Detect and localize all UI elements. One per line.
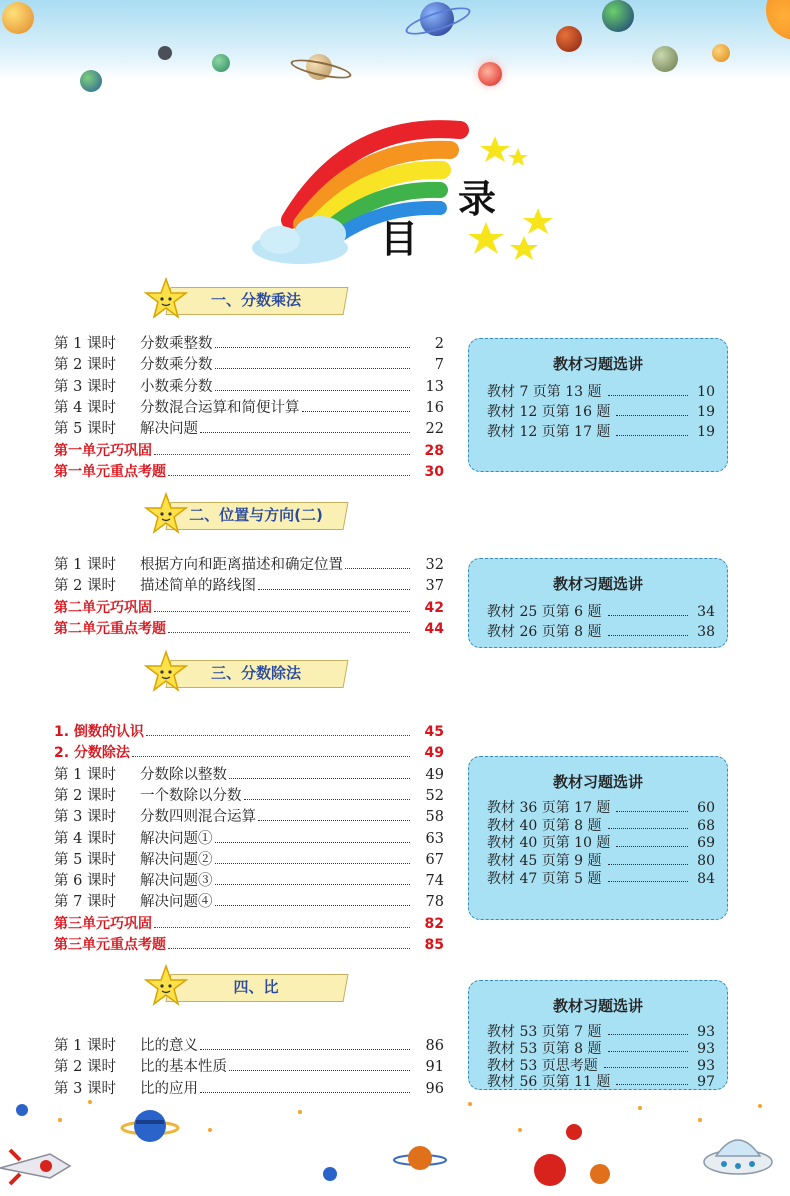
lesson-title: 分数乘分数 [140,357,213,374]
exercise-row [487,1041,715,1058]
leader-dots [616,835,688,847]
leader-dots [258,807,410,821]
leader-dots [608,382,688,396]
leader-dots [608,1024,688,1035]
exercise-row [487,853,715,871]
page-number: 49 [424,745,444,762]
planet-icon [712,44,730,62]
leader-dots [244,786,411,800]
lesson-number: 第 1 课时 [54,766,116,783]
space-footer [0,1090,790,1192]
leader-dots [215,334,411,348]
page-number: 96 [425,1080,444,1097]
lesson-title: 比的意义 [140,1038,198,1054]
toc-row [54,829,444,849]
lesson-number: 第 2 课时 [54,357,116,374]
exercise-row [487,818,715,836]
exercise-ref: 教材 7 页第 13 题 [487,384,602,400]
toc-row [54,892,444,912]
earth-icon [602,0,634,32]
planet-icon [2,2,34,34]
page-number: 91 [425,1059,444,1076]
lesson-title: 比的应用 [140,1080,198,1097]
exercise-ref: 教材 36 页第 17 题 [487,800,611,816]
exercise-row [487,402,715,422]
exercise-row [487,1024,715,1041]
leader-dots [258,576,410,590]
page-number: 28 [424,442,444,459]
page-number: 74 [425,873,444,890]
leader-dots [168,935,410,949]
planet-icon [556,26,582,52]
lesson-title: 小数乘分数 [140,378,213,395]
leader-dots [215,377,411,391]
toc-row [54,786,444,806]
star-icon [144,492,188,536]
page-number: 58 [425,809,444,826]
exercise-ref: 教材 40 页第 8 题 [487,817,602,834]
section-heading: 四、比 [233,978,279,996]
lesson-number: 第 4 课时 [54,399,116,416]
lesson-title: 第三单元巧巩固 [54,915,152,932]
lesson-title: 分数混合运算和简便计算 [140,399,300,416]
planet-icon [212,54,230,72]
exercise-box-title: 教材习题选讲 [552,355,643,373]
toc-row [54,871,444,891]
exercise-row [487,382,715,402]
page-number: 67 [425,851,444,868]
leader-dots [608,818,688,830]
star-icon [144,964,188,1008]
page-number: 80 [697,853,715,870]
leader-dots [154,441,410,455]
exercise-ref: 教材 40 页第 10 题 [487,835,611,852]
lesson-number: 第 5 课时 [54,851,116,868]
lesson-number: 第 5 课时 [54,421,116,438]
toc-row [54,850,444,870]
page-number: 85 [424,937,444,953]
exercise-ref: 教材 45 页第 9 题 [487,853,602,870]
page-number: 78 [425,894,444,911]
lesson-title: 第一单元重点考题 [54,463,166,480]
lesson-title: 解决问题④ [140,894,213,911]
section-heading: 二、位置与方向(二) [189,506,323,524]
leader-dots [616,422,688,436]
exercise-row [487,602,715,622]
page-number: 34 [697,604,715,620]
lesson-title: 解决问题③ [140,873,213,890]
exercise-ref: 教材 26 页第 8 题 [487,624,602,640]
lesson-title: 第二单元重点考题 [54,620,166,637]
star-icon [144,277,188,321]
lesson-title: 第一单元巧巩固 [54,442,152,459]
exercise-box-title: 教材习题选讲 [552,773,643,791]
lesson-title: 解决问题② [140,851,213,868]
page-number: 30 [424,463,444,480]
leader-dots [215,850,411,864]
exercise-row [487,422,715,442]
title-char-lu: 录 [458,177,497,221]
exercise-ref: 教材 25 页第 6 题 [487,604,602,620]
exercise-ref: 教材 56 页第 11 题 [487,1074,611,1091]
page-number: 16 [425,399,444,416]
toc-row [54,722,444,742]
leader-dots [154,598,410,612]
exercise-list [469,800,727,888]
title-area [240,110,560,270]
page-number: 93 [697,1040,715,1057]
lesson-title: 第二单元巧巩固 [54,599,152,616]
page-number: 86 [425,1038,444,1054]
page-number: 19 [697,424,715,440]
toc-row [54,743,444,763]
toc-row [54,914,444,934]
lesson-number: 第 2 课时 [54,1059,116,1076]
page-number: 84 [697,870,715,887]
page-number: 32 [425,557,444,573]
toc-row [54,807,444,827]
toc-row [54,355,444,375]
star-icon [144,650,188,694]
page-number: 42 [424,599,444,616]
exercise-box-title: 教材习题选讲 [552,997,643,1015]
section-banner-2 [150,498,360,532]
exercise-ref: 教材 12 页第 17 题 [487,424,611,440]
exercise-box-title: 教材习题选讲 [552,575,643,593]
exercise-list [469,602,727,642]
leader-dots [215,871,411,885]
sky-header [0,0,790,80]
planet-icon [80,70,102,92]
toc-row [54,619,444,639]
exercise-ref: 教材 47 页第 5 题 [487,870,602,887]
page-number: 93 [697,1024,715,1040]
leader-dots [229,765,410,779]
leader-dots [345,555,410,569]
exercise-row [487,800,715,818]
section-banner-3 [150,656,360,690]
exercise-box-4 [468,980,728,1090]
sun-icon [766,0,790,40]
page-number: 97 [697,1074,715,1091]
page-number: 10 [697,384,715,400]
leader-dots [146,722,410,736]
section-heading: 一、分数乘法 [210,291,301,309]
page-number: 69 [697,835,715,852]
toc-row [54,334,444,354]
toc-row [54,1036,444,1056]
leader-dots [168,619,410,633]
toc-row [54,598,444,618]
leader-dots [215,829,411,843]
leader-dots [608,853,688,865]
toc-row [54,462,444,482]
leader-dots [132,743,410,757]
toc-row [54,419,444,439]
lesson-number: 第 2 课时 [54,787,116,804]
exercise-box-1 [468,338,728,472]
toc-row [54,398,444,418]
exercise-box-2 [468,558,728,648]
toc-row [54,765,444,785]
page-number: 2 [434,336,444,352]
lesson-title: 分数除以整数 [140,766,227,783]
page-number: 38 [697,624,715,640]
lesson-title: 分数乘整数 [140,336,213,352]
toc-row [54,1057,444,1077]
exercise-row [487,622,715,642]
lesson-title: 根据方向和距离描述和确定位置 [140,557,343,573]
page-number: 19 [697,404,715,420]
page-number: 49 [425,766,444,783]
leader-dots [608,871,688,883]
leader-dots [168,462,410,476]
exercise-row [487,1058,715,1075]
toc-row [54,441,444,461]
leader-dots [200,419,410,433]
lesson-title: 2. 分数除法 [54,745,130,762]
title-char-mu: 目 [380,217,419,261]
exercise-box-3 [468,756,728,920]
page-number: 13 [425,378,444,395]
page-number: 7 [434,357,444,374]
page-number: 37 [425,578,444,595]
lesson-number: 第 6 课时 [54,873,116,890]
leader-dots [608,602,688,616]
toc-row [54,555,444,575]
exercise-ref: 教材 53 页第 8 题 [487,1040,602,1057]
exercise-ref: 教材 53 页第 7 题 [487,1024,602,1040]
lesson-number: 第 1 课时 [54,336,116,352]
section-banner-1 [150,283,360,317]
exercise-list [469,382,727,442]
section-banner-4 [150,970,360,1004]
lesson-title: 比的基本性质 [140,1059,227,1076]
leader-dots [616,800,688,812]
page-number: 93 [697,1057,715,1074]
lesson-title: 描述简单的路线图 [140,578,256,595]
exercise-list [469,1024,727,1091]
page-number: 63 [425,830,444,847]
exercise-row [487,835,715,853]
page-number: 22 [425,421,444,438]
page-number: 52 [425,787,444,804]
leader-dots [608,1041,688,1052]
space-scene-icon [0,1090,790,1192]
leader-dots [608,622,688,636]
leader-dots [215,892,411,906]
exercise-row [487,1074,715,1091]
toc-row [54,935,444,955]
leader-dots [215,355,411,369]
toc-row [54,576,444,596]
lesson-number: 第 3 课时 [54,1080,116,1097]
lesson-title: 1. 倒数的认识 [54,724,144,740]
page-number: 82 [424,915,444,932]
lesson-number: 第 3 课时 [54,378,116,395]
lesson-title: 一个数除以分数 [140,787,242,804]
leader-dots [302,398,411,412]
leader-dots [200,1036,410,1050]
lesson-title: 分数四则混合运算 [140,809,256,826]
leader-dots [229,1057,410,1071]
page-number: 44 [424,620,444,637]
exercise-ref: 教材 53 页思考题 [487,1057,598,1074]
lesson-number: 第 7 课时 [54,894,116,911]
lesson-number: 第 1 课时 [54,1038,116,1054]
page-number: 45 [424,724,444,740]
planet-icon [478,62,502,86]
leader-dots [616,1074,688,1085]
exercise-ref: 教材 12 页第 16 题 [487,404,611,420]
leader-dots [154,914,410,928]
lesson-title: 第三单元重点考题 [54,937,166,953]
page-number: 68 [697,817,715,834]
lesson-title: 解决问题① [140,830,213,847]
page-number: 60 [697,800,715,816]
lesson-number: 第 4 课时 [54,830,116,847]
exercise-row [487,871,715,889]
leader-dots [616,402,688,416]
lesson-number: 第 1 课时 [54,557,116,573]
leader-dots [604,1058,688,1069]
toc-row [54,377,444,397]
lesson-number: 第 3 课时 [54,809,116,826]
section-heading: 三、分数除法 [210,664,301,682]
lesson-number: 第 2 课时 [54,578,116,595]
planet-icon [158,46,172,60]
planet-icon [652,46,678,72]
lesson-title: 解决问题 [140,421,198,438]
